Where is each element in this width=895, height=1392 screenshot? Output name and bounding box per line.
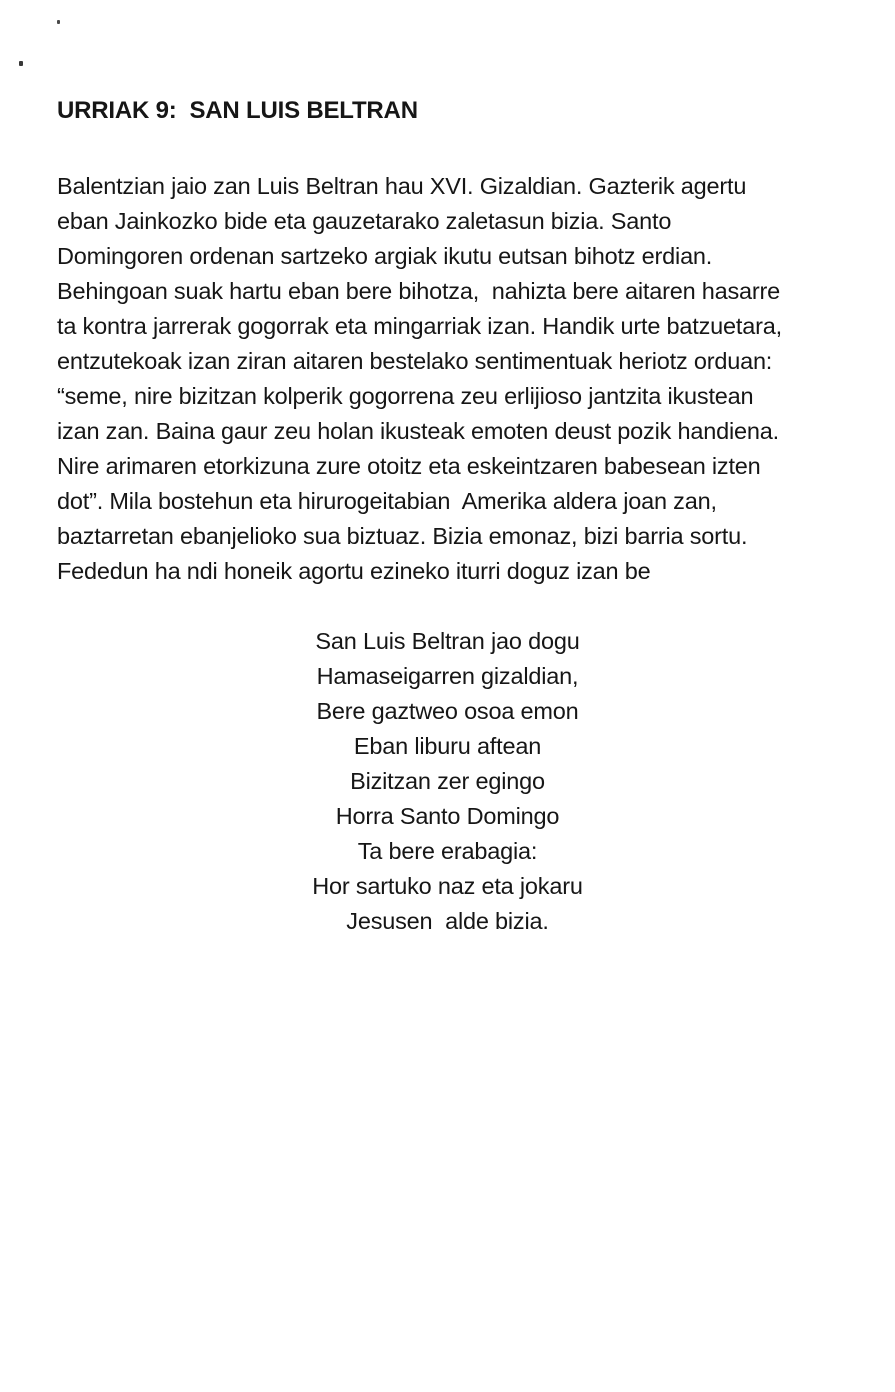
- poem-line: Bere gaztweo osoa emon: [316, 698, 579, 724]
- poem-line: Bizitzan zer egingo: [350, 768, 545, 794]
- poem-line: Jesusen alde bizia.: [346, 908, 549, 934]
- poem-line: Hamaseigarren gizaldian,: [316, 663, 579, 689]
- paragraph-line: ta kontra jarrerak gogorrak eta mingarriak izan. Handik urte batzuetara,: [57, 313, 782, 339]
- paragraph-line: Balentzian jaio zan Luis Beltran hau XVI. Gizaldian. Gazterik agertu: [57, 173, 747, 199]
- body-paragraph: [57, 169, 782, 589]
- document-title: URRIAK 9: SAN LUIS BELTRAN: [57, 97, 418, 124]
- paragraph-line: “seme, nire bizitzan kolperik gogorrena zeu erlijioso jantzita ikustean: [57, 383, 754, 409]
- poem-line: Hor sartuko naz eta jokaru: [312, 873, 583, 899]
- poem-line: Ta bere erabagia:: [357, 838, 538, 864]
- paragraph-line: baztarretan ebanjelioko sua biztuaz. Bizia emonaz, bizi barria sortu.: [57, 523, 748, 549]
- paragraph-line: entzutekoak izan ziran aitaren bestelako sentimentuak heriotz orduan:: [57, 348, 773, 374]
- scan-speck: [19, 61, 23, 66]
- poem-line: Eban liburu aftean: [353, 733, 542, 759]
- paragraph-line: Domingoren ordenan sartzeko argiak ikutu eutsan bihotz erdian.: [57, 243, 713, 269]
- poem-line: San Luis Beltran jao dogu: [315, 628, 580, 654]
- poem-block: [0, 624, 895, 939]
- poem-line: Horra Santo Domingo: [335, 803, 560, 829]
- paragraph-line: Fededun ha ndi honeik agortu ezineko iturri doguz izan be: [57, 558, 651, 584]
- scan-speck: [57, 20, 60, 24]
- paragraph-line: dot”. Mila bostehun eta hirurogeitabian Amerika aldera joan zan,: [57, 488, 717, 514]
- paragraph-line: Behingoan suak hartu eban bere bihotza, nahizta bere aitaren hasarre: [57, 278, 781, 304]
- paragraph-line: Nire arimaren etorkizuna zure otoitz eta eskeintzaren babesean izten: [57, 453, 761, 479]
- paragraph-line: eban Jainkozko bide eta gauzetarako zaletasun bizia. Santo: [57, 208, 672, 234]
- paragraph-line: izan zan. Baina gaur zeu holan ikusteak emoten deust pozik handiena.: [57, 418, 779, 444]
